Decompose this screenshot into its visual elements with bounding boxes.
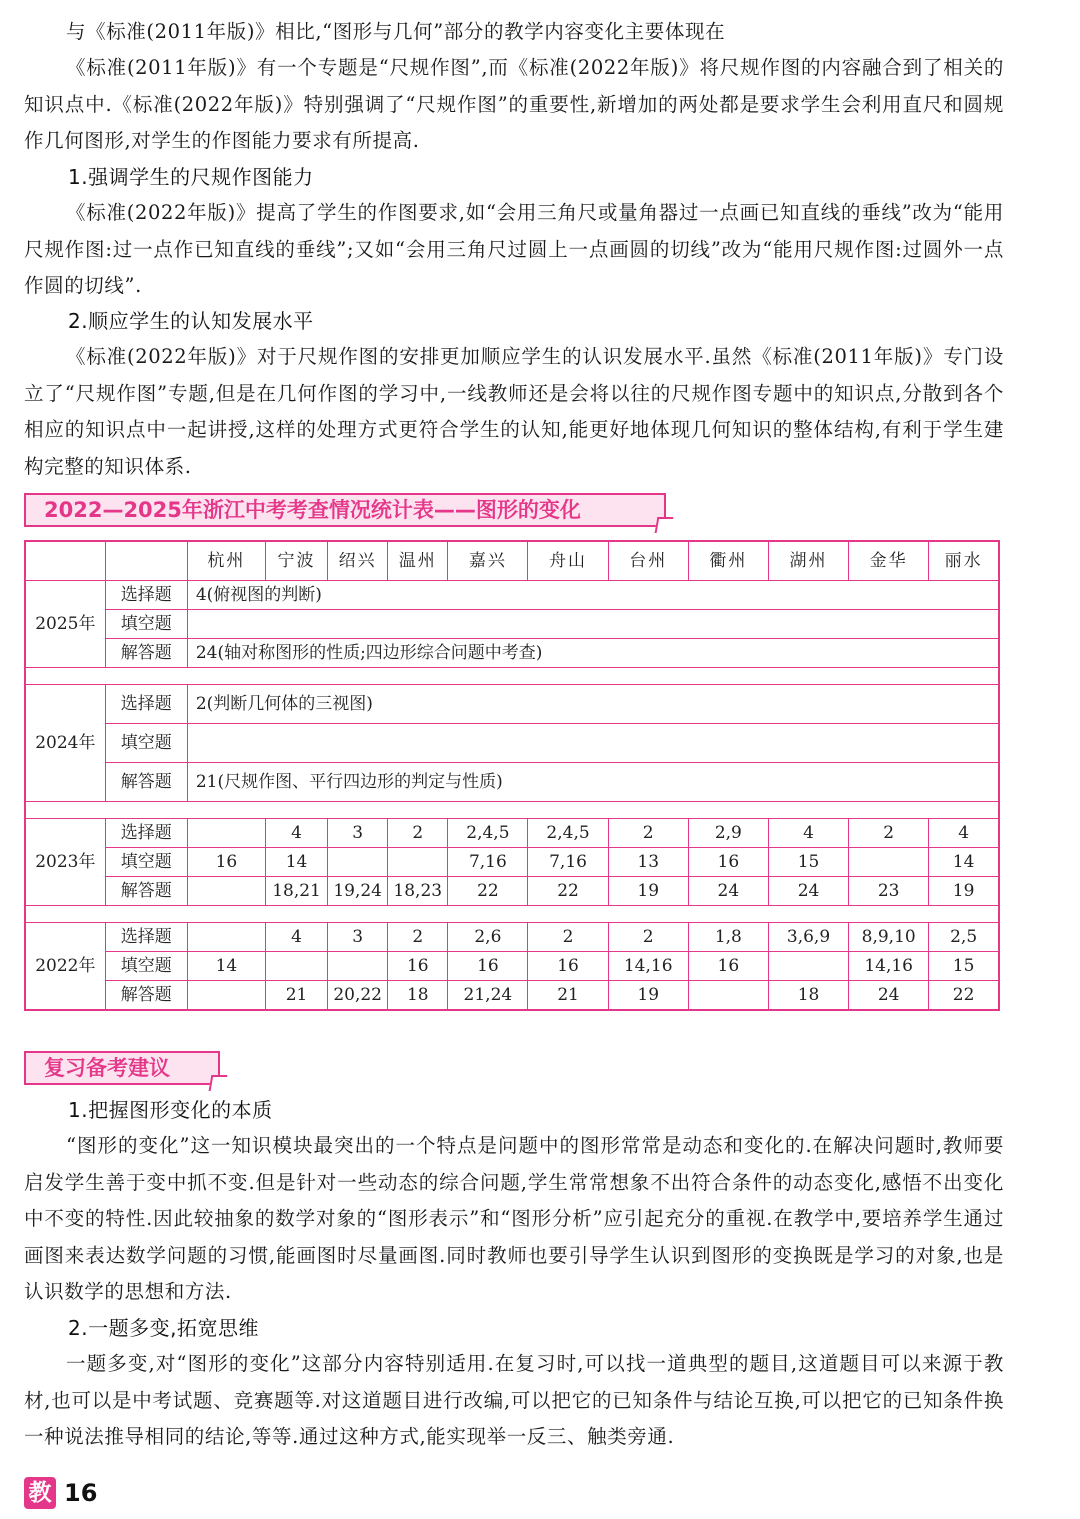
value-cell <box>849 848 929 877</box>
exam-statistics-table <box>24 540 1000 1011</box>
value-cell <box>688 981 768 1011</box>
value-cell: 1,8 <box>688 923 768 952</box>
value-cell: 24 <box>768 877 848 906</box>
value-cell: 18,23 <box>388 877 448 906</box>
merged-value-cell: 2(判断几何体的三视图) <box>187 685 999 724</box>
value-cell: 14,16 <box>608 952 688 981</box>
year-cell-2022: 2022年 <box>25 923 105 1011</box>
header-city: 舟山 <box>528 541 608 581</box>
value-cell <box>187 819 265 848</box>
value-cell: 2,6 <box>448 923 528 952</box>
section-body-2: 《标准(2022年版)》对于尺规作图的安排更加顺应学生的认识发展水平.虽然《标准(2011年版)》专门设立了“尺规作图”专题,但是在几何作图的学习中,一线教师还是会将以往的尺规作图专题中的知识点,分散到各个相应的知识点中一起讲授,这样的处理方式更符合学生的认知,能更好地体现几何知识的整体结构,有利于学生建构完整的知识体系. <box>24 345 1004 478</box>
value-cell: 14 <box>929 848 999 877</box>
value-cell: 18 <box>768 981 848 1011</box>
value-cell: 16 <box>187 848 265 877</box>
header-city: 温州 <box>388 541 448 581</box>
section-heading-2: 2.顺应学生的认知发展水平 <box>68 309 314 333</box>
value-cell: 2,4,5 <box>528 819 608 848</box>
value-cell: 23 <box>849 877 929 906</box>
value-cell: 2 <box>388 923 448 952</box>
table-row <box>25 819 999 848</box>
review-body-1: “图形的变化”这一知识模块最突出的一个特点是问题中的图形常常是动态和变化的.在解决问题时,教师要启发学生善于变中抓不变.但是针对一些动态的综合问题,学生常常想象不出符合条件的动态变化,感悟不出变化中不变的特性.因此较抽象的数学对象的“图形表示”和“图形分析”应引起充分的重视.在教学中,要培养学生通过画图来表达数学问题的习惯,能画图时尽量画图.同时教师也要引导学生认识到图形的变换既是学习的对象,也是认识数学的思想和方法. <box>24 1134 1004 1303</box>
value-cell: 18 <box>388 981 448 1011</box>
review-title: 复习备考建议 <box>44 1056 170 1080</box>
banner-fold-decoration <box>209 1075 228 1091</box>
section-heading-1: 1.强调学生的尺规作图能力 <box>68 165 314 189</box>
question-type-cell: 选择题 <box>105 685 187 724</box>
table-row <box>25 581 999 610</box>
value-cell: 22 <box>448 877 528 906</box>
value-cell: 20,22 <box>328 981 388 1011</box>
spacer-cell <box>25 802 999 819</box>
table-title-banner <box>24 493 666 527</box>
question-type-cell: 选择题 <box>105 923 187 952</box>
question-type-cell: 填空题 <box>105 610 187 639</box>
header-city: 嘉兴 <box>448 541 528 581</box>
value-cell: 19 <box>929 877 999 906</box>
value-cell: 22 <box>929 981 999 1011</box>
value-cell: 2,5 <box>929 923 999 952</box>
year-cell-2024: 2024年 <box>25 685 105 802</box>
value-cell: 16 <box>688 848 768 877</box>
table-row <box>25 639 999 668</box>
year-cell-2025: 2025年 <box>25 581 105 668</box>
value-cell <box>265 952 327 981</box>
question-type-cell: 解答题 <box>105 763 187 802</box>
teacher-badge: 教 <box>24 1477 56 1509</box>
table-row <box>25 724 999 763</box>
review-banner <box>24 1051 220 1085</box>
intro-paragraph-1: 与《标准(2011年版)》相比,“图形与几何”部分的教学内容变化主要体现在 <box>66 20 726 43</box>
value-cell <box>328 848 388 877</box>
value-cell: 7,16 <box>448 848 528 877</box>
table-row <box>25 877 999 906</box>
question-type-cell: 填空题 <box>105 848 187 877</box>
question-type-cell: 选择题 <box>105 819 187 848</box>
value-cell: 2 <box>608 819 688 848</box>
table-row <box>25 763 999 802</box>
header-type-cell <box>105 541 187 581</box>
value-cell: 24 <box>688 877 768 906</box>
review-body-2: 一题多变,对“图形的变化”这部分内容特别适用.在复习时,可以找一道典型的题目,这道题目可以来源于教材,也可以是中考试题、竞赛题等.对这道题目进行改编,可以把它的已知条件与结论互换,可以把它的已知条件换一种说法推导相同的结论,等等.通过这种方式,能实现举一反三、触类旁通. <box>24 1352 1004 1448</box>
table-title: 2022—2025年浙江中考考查情况统计表——图形的变化 <box>44 498 581 522</box>
value-cell <box>187 877 265 906</box>
review-heading-1: 1.把握图形变化的本质 <box>68 1098 273 1122</box>
table-spacer-row <box>25 802 999 819</box>
header-city: 杭州 <box>187 541 265 581</box>
table-row <box>25 610 999 639</box>
merged-value-cell: 24(轴对称图形的性质;四边形综合问题中考查) <box>187 639 999 668</box>
table-row <box>25 981 999 1011</box>
spacer-cell <box>25 668 999 685</box>
value-cell: 15 <box>929 952 999 981</box>
value-cell: 14,16 <box>849 952 929 981</box>
value-cell: 2 <box>528 923 608 952</box>
value-cell: 2 <box>608 923 688 952</box>
value-cell: 3,6,9 <box>768 923 848 952</box>
value-cell: 8,9,10 <box>849 923 929 952</box>
merged-value-cell <box>187 724 999 763</box>
value-cell: 16 <box>688 952 768 981</box>
value-cell: 19 <box>608 877 688 906</box>
value-cell <box>768 952 848 981</box>
header-corner-cell <box>25 541 105 581</box>
banner-fold-decoration <box>655 517 674 533</box>
value-cell: 4 <box>768 819 848 848</box>
intro-paragraph-2: 《标准(2011年版)》有一个专题是“尺规作图”,而《标准(2022年版)》将尺规作图的内容融合到了相关的知识点中.《标准(2022年版)》特别强调了“尺规作图”的重要性,新增加的两处都是要求学生会利用直尺和圆规作几何图形,对学生的作图能力要求有所提高. <box>24 56 1004 152</box>
question-type-cell: 填空题 <box>105 952 187 981</box>
value-cell: 15 <box>768 848 848 877</box>
spacer-cell <box>25 906 999 923</box>
value-cell: 4 <box>265 819 327 848</box>
value-cell: 14 <box>265 848 327 877</box>
page-number: 16 <box>64 1479 98 1507</box>
value-cell: 16 <box>528 952 608 981</box>
table-spacer-row <box>25 906 999 923</box>
value-cell <box>328 952 388 981</box>
value-cell: 7,16 <box>528 848 608 877</box>
value-cell: 21 <box>528 981 608 1011</box>
section-body-1: 《标准(2022年版)》提高了学生的作图要求,如“会用三角尺或量角器过一点画已知直线的垂线”改为“能用尺规作图:过一点作已知直线的垂线”;又如“会用三角尺过圆上一点画圆的切线”改为“能用尺规作图:过圆外一点作圆的切线”. <box>24 201 1004 297</box>
header-city: 丽水 <box>929 541 999 581</box>
value-cell: 14 <box>187 952 265 981</box>
value-cell: 22 <box>528 877 608 906</box>
value-cell: 24 <box>849 981 929 1011</box>
table-header-row <box>25 541 999 581</box>
value-cell: 2 <box>388 819 448 848</box>
header-city: 衢州 <box>688 541 768 581</box>
question-type-cell: 解答题 <box>105 981 187 1011</box>
value-cell <box>388 848 448 877</box>
value-cell: 3 <box>328 819 388 848</box>
question-type-cell: 选择题 <box>105 581 187 610</box>
header-city: 金华 <box>849 541 929 581</box>
value-cell: 2 <box>849 819 929 848</box>
review-heading-2: 2.一题多变,拓宽思维 <box>68 1316 259 1340</box>
merged-value-cell: 21(尺规作图、平行四边形的判定与性质) <box>187 763 999 802</box>
value-cell: 4 <box>265 923 327 952</box>
value-cell <box>187 923 265 952</box>
table-row <box>25 848 999 877</box>
merged-value-cell: 4(俯视图的判断) <box>187 581 999 610</box>
page-footer <box>24 1476 97 1510</box>
value-cell: 4 <box>929 819 999 848</box>
question-type-cell: 解答题 <box>105 877 187 906</box>
year-cell-2023: 2023年 <box>25 819 105 906</box>
value-cell: 19,24 <box>328 877 388 906</box>
header-city: 宁波 <box>265 541 327 581</box>
header-city: 湖州 <box>768 541 848 581</box>
value-cell: 16 <box>388 952 448 981</box>
header-city: 绍兴 <box>328 541 388 581</box>
value-cell: 16 <box>448 952 528 981</box>
table-row <box>25 685 999 724</box>
value-cell: 13 <box>608 848 688 877</box>
value-cell: 21 <box>265 981 327 1011</box>
table-spacer-row <box>25 668 999 685</box>
header-city: 台州 <box>608 541 688 581</box>
table-row <box>25 923 999 952</box>
value-cell: 18,21 <box>265 877 327 906</box>
value-cell: 21,24 <box>448 981 528 1011</box>
question-type-cell: 解答题 <box>105 639 187 668</box>
value-cell: 2,9 <box>688 819 768 848</box>
value-cell <box>187 981 265 1011</box>
question-type-cell: 填空题 <box>105 724 187 763</box>
merged-value-cell <box>187 610 999 639</box>
value-cell: 3 <box>328 923 388 952</box>
value-cell: 2,4,5 <box>448 819 528 848</box>
table-row <box>25 952 999 981</box>
value-cell: 19 <box>608 981 688 1011</box>
